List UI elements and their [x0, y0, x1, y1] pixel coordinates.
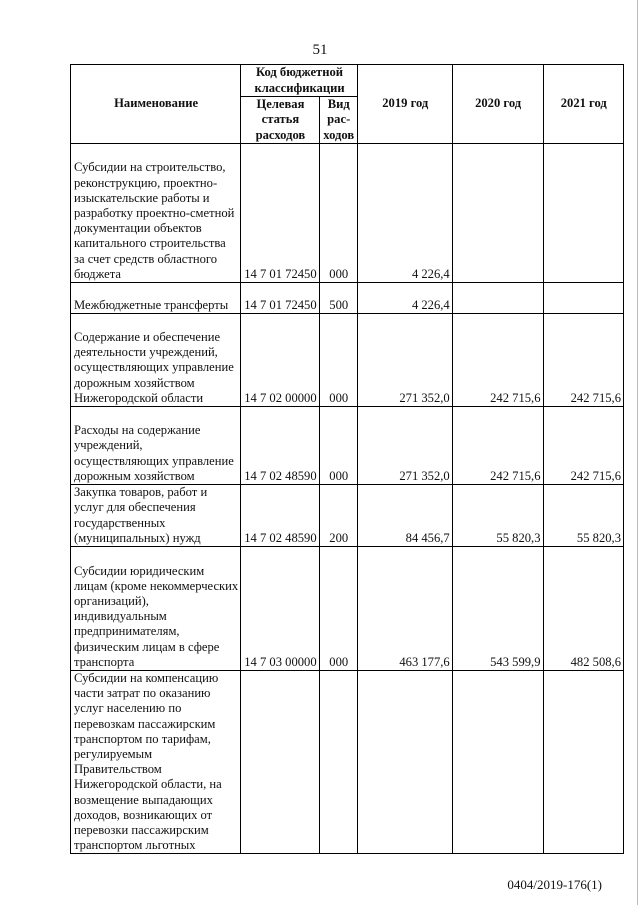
row-type-code: 000	[319, 547, 357, 671]
row-type-code: 000	[319, 144, 357, 283]
row-value-2020: 543 599,9	[452, 547, 543, 671]
row-value-2021	[543, 144, 624, 283]
table-row	[71, 144, 624, 283]
table-row	[71, 485, 624, 547]
row-name: Расходы на содержание учреждений, осуществляющих управление дорожным хозяйством	[71, 407, 241, 485]
row-value-2019: 4 226,4	[357, 144, 452, 283]
row-value-2019: 84 456,7	[357, 485, 452, 547]
header-type: Вид рас-ходов	[319, 97, 357, 144]
row-name: Субсидии на строительство, реконструкцию, проектно-изыскательские работы и разработку проектно-сметной документации объектов капитального строительства за счет средств областного бюджета	[71, 144, 241, 283]
row-value-2021: 55 820,3	[543, 485, 624, 547]
row-value-2020	[452, 671, 543, 854]
row-name: Содержание и обеспечение деятельности учреждений, осуществляющих управление дорожным хозяйством Нижегородской области	[71, 314, 241, 407]
row-name: Субсидии на компенсацию части затрат по оказанию услуг населению по перевозкам пассажирским транспортом по тарифам, регулируемым Правительством Нижегородской области, на возмещение выпадающих доходов, возникающих от перевозки пассажирским транспортом льготных	[71, 671, 241, 854]
row-name: Субсидии юридическим лицам (кроме некоммерческих организаций), индивидуальным предпринимателям, физическим лицам в сфере транспорта	[71, 547, 241, 671]
row-target-code: 14 7 02 48590	[241, 407, 319, 485]
row-value-2019: 271 352,0	[357, 407, 452, 485]
header-name: Наименование	[71, 65, 241, 144]
row-value-2021: 242 715,6	[543, 314, 624, 407]
row-value-2021	[543, 671, 624, 854]
row-type-code: 000	[319, 407, 357, 485]
row-type-code	[319, 671, 357, 854]
row-type-code: 200	[319, 485, 357, 547]
page-number: 51	[312, 42, 328, 58]
row-value-2021	[543, 283, 624, 314]
row-name: Закупка товаров, работ и услуг для обеспечения государственных (муниципальных) нужд	[71, 485, 241, 547]
header-2019: 2019 год	[357, 65, 452, 144]
header-2020: 2020 год	[452, 65, 543, 144]
row-value-2019: 271 352,0	[357, 314, 452, 407]
row-value-2020: 55 820,3	[452, 485, 543, 547]
row-value-2019: 4 226,4	[357, 283, 452, 314]
table-row	[71, 283, 624, 314]
row-value-2020	[452, 144, 543, 283]
table-row	[71, 671, 624, 854]
table-row	[71, 314, 624, 407]
row-type-code: 000	[319, 314, 357, 407]
row-name: Межбюджетные трансферты	[71, 283, 241, 314]
row-value-2020	[452, 283, 543, 314]
row-value-2020: 242 715,6	[452, 314, 543, 407]
row-value-2019: 463 177,6	[357, 547, 452, 671]
header-2021: 2021 год	[543, 65, 624, 144]
row-type-code: 500	[319, 283, 357, 314]
row-value-2019	[357, 671, 452, 854]
row-value-2020: 242 715,6	[452, 407, 543, 485]
row-target-code: 14 7 03 00000	[241, 547, 319, 671]
row-value-2021: 482 508,6	[543, 547, 624, 671]
row-target-code	[241, 671, 319, 854]
header-code-group: Код бюджетной классификации	[241, 65, 358, 97]
row-target-code: 14 7 02 48590	[241, 485, 319, 547]
row-value-2021: 242 715,6	[543, 407, 624, 485]
table-row	[71, 407, 624, 485]
row-target-code: 14 7 02 00000	[241, 314, 319, 407]
page-edge-divider	[637, 0, 638, 905]
document-code: 0404/2019-176(1)	[507, 877, 602, 892]
budget-table	[70, 64, 624, 854]
table-row	[71, 547, 624, 671]
row-target-code: 14 7 01 72450	[241, 283, 319, 314]
header-target: Целевая статья расходов	[241, 97, 319, 144]
row-target-code: 14 7 01 72450	[241, 144, 319, 283]
